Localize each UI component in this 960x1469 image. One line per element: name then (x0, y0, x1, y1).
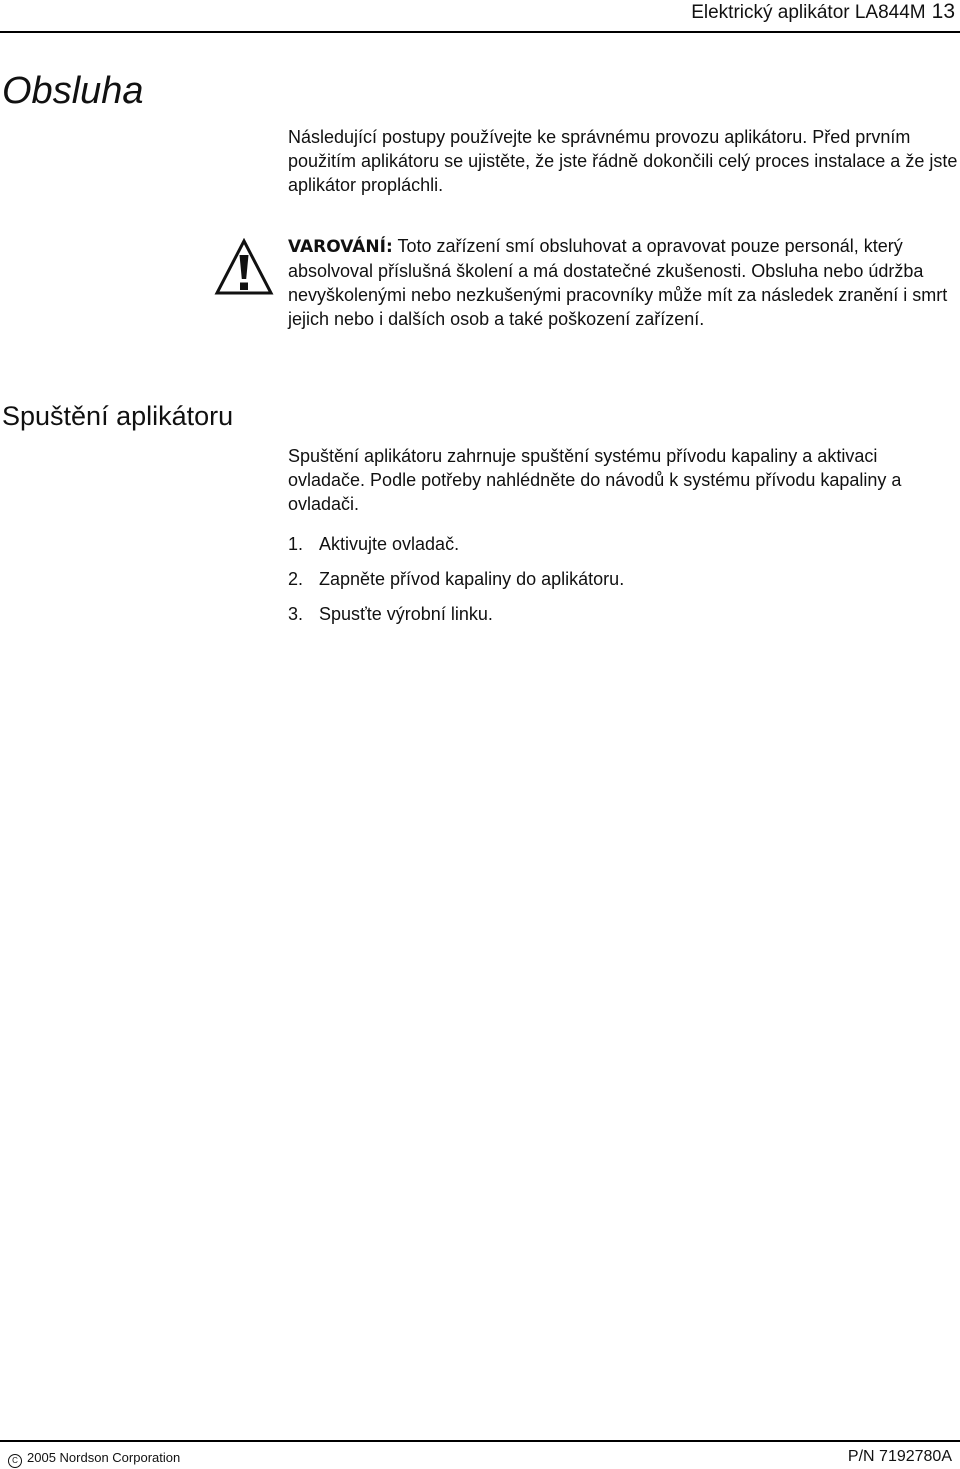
subsection-paragraph: Spuštění aplikátoru zahrnuje spuštění systému přívodu kapaliny a aktivaci ovladače. Podle potřeby nahlédněte do návodů k systému přívodu kapaliny a ovladači. (288, 446, 902, 514)
section-title: Obsluha (2, 70, 144, 112)
warning-paragraph (288, 234, 958, 331)
list-item (288, 567, 624, 591)
copyright-icon: C (8, 1454, 22, 1468)
step-number: 3. (288, 604, 304, 624)
warning-triangle-icon (214, 238, 274, 296)
list-item (288, 532, 624, 556)
part-number: P/N 7192780A (847, 1448, 952, 1465)
intro-paragraph: Následující postupy používejte ke správnému provozu aplikátoru. Před prvním použitím aplikátoru se ujistěte, že jste řádně dokončili celý proces instalace a že jste aplikátor propláchli. (288, 127, 958, 195)
page-number: 13 (931, 0, 955, 23)
step-number: 2. (288, 569, 304, 589)
steps-list (288, 532, 624, 637)
warning-label: VAROVÁNÍ: (288, 237, 393, 257)
warning-text: Toto zařízení smí obsluhovat a opravovat pouze personál, který absolvoval příslušná školení a má dostatečné zkušenosti. Obsluha nebo údržba nevyškolenými nebo nezkušenými pracovníky může mít za následek zranění i smrt jejich nebo i dalších osob a také poškození zařízení. (288, 236, 948, 329)
page-header (691, 0, 955, 25)
list-item (288, 602, 624, 626)
step-number: 1. (288, 534, 304, 554)
document-title: Elektrický aplikátor LA844M (691, 2, 926, 23)
step-text: Zapněte přívod kapaliny do aplikátoru. (319, 569, 625, 589)
step-text: Spusťte výrobní linku. (319, 604, 493, 624)
footer-divider (0, 1440, 960, 1442)
copyright-text: 2005 Nordson Corporation (27, 1450, 181, 1465)
step-text: Aktivujte ovladač. (319, 534, 460, 554)
subsection-title: Spuštění aplikátoru (2, 401, 234, 431)
header-divider (0, 31, 960, 33)
footer-copyright (8, 1450, 180, 1468)
